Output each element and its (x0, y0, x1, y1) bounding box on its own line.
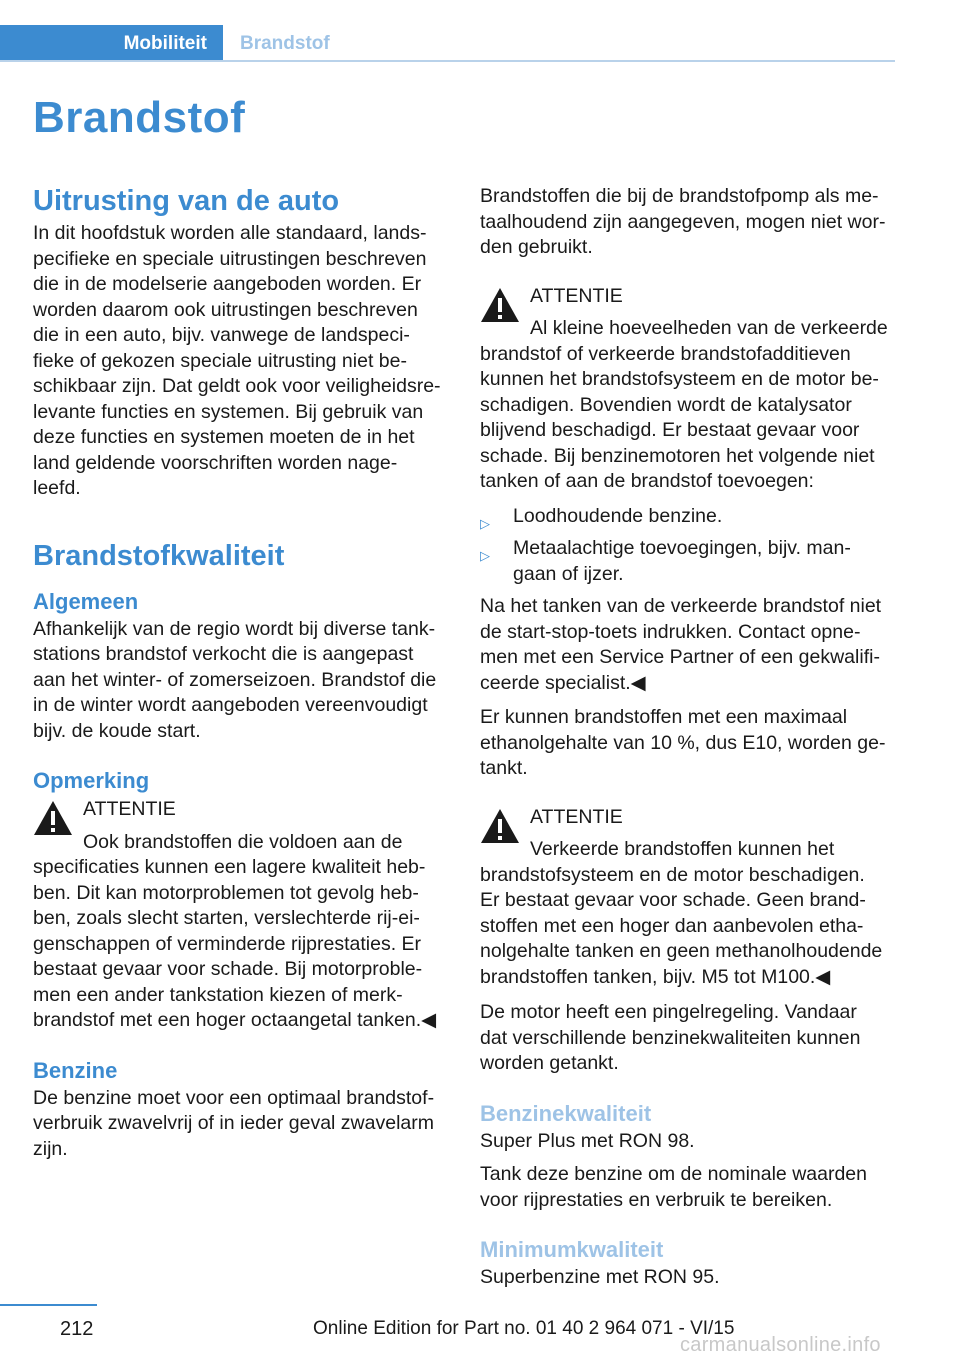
triangle-bullet-icon: ▷ (480, 548, 490, 563)
text-line: bestaat gevaar voor schade. Bij motorproble- (33, 958, 423, 980)
text-minimum: Superbenzine met RON 95. (480, 1266, 720, 1288)
text-tank (480, 1162, 898, 1213)
text-line: dat verschillende benzinekwaliteiten kunnen (480, 1026, 861, 1049)
text-intro (480, 184, 898, 261)
text-line: Ook brandstoffen die voldoen aan de (83, 830, 403, 853)
text-line: tanken of aan de brandstof toevoegen: (480, 470, 814, 492)
text-line: brandstoffen tanken, bijv. M5 tot M100.◀ (480, 965, 831, 988)
text-line: leefd. (33, 477, 81, 499)
text-line: blijvend beschadigd. Er bestaat gevaar voor (480, 419, 860, 441)
text-line: ceerde specialist.◀ (480, 671, 646, 694)
text-superplus: Super Plus met RON 98. (480, 1129, 695, 1152)
text-line: ethanolgehalte van 10 %, dus E10, worden ge- (480, 731, 886, 754)
text-line: den gebruikt. (480, 236, 593, 258)
heading-uitrusting: Uitrusting van de auto (33, 185, 340, 217)
text-line: deze functies en systemen moeten de in het (33, 426, 415, 448)
left-column (33, 182, 451, 1162)
text-line: taalhoudend zijn aangegeven, mogen niet wor- (480, 210, 886, 233)
text-line: die in een auto, bijv. vanwege de landspeci- (33, 324, 410, 346)
warning-text-1 (33, 830, 451, 1034)
warning-title: ATTENTIE (530, 805, 623, 828)
warning-title: ATTENTIE (83, 798, 176, 820)
watermark-text: carmanualsonline.info (680, 1334, 881, 1356)
text-line: Afhankelijk van de regio wordt bij diverse tank- (33, 617, 436, 640)
text-line: aan het winter- of zomerseizoen. Brandstof die (33, 668, 437, 691)
text-line: worden daarom ook uitrustingen beschreven (33, 298, 418, 321)
warning-block-2 (480, 284, 898, 495)
text-line: Na het tanken van de verkeerde brandstof niet (480, 595, 882, 617)
header-tab-brandstof[interactable]: Brandstof (240, 32, 330, 54)
text-line: levante functies en systemen. Bij gebruik van (33, 400, 424, 423)
text-line: specificaties kunnen een lagere kwaliteit heb- (33, 856, 426, 878)
text-line: in de winter wordt aangeboden vereenvoudigt (33, 694, 428, 716)
heading-brandstofkwaliteit: Brandstofkwaliteit (33, 539, 285, 572)
list-item-text (513, 504, 898, 530)
text-line: Verkeerde brandstoffen kunnen het (530, 838, 835, 860)
text-line: Metaalachtige toevoegingen, bijv. man- (513, 537, 851, 559)
text-algemeen (33, 617, 451, 745)
text-line: tankt. (480, 757, 528, 779)
heading-minimumkwaliteit: Minimumkwaliteit (480, 1237, 664, 1262)
right-column (480, 182, 898, 1291)
warning-block-3 (480, 805, 898, 991)
text-line: bijv. de koude start. (33, 719, 201, 742)
warning-triangle-icon (480, 808, 520, 844)
list-item (480, 504, 898, 530)
text-line: brandstof met een hoger octaangetal tanken.◀ (33, 1009, 437, 1031)
text-line: nolgehalte tanken en geen methanolhoudende (480, 940, 883, 962)
text-pingel (480, 1000, 898, 1077)
text-line: gaan of ijzer. (513, 562, 624, 585)
heading-algemeen: Algemeen (33, 588, 139, 614)
text-uitrusting (33, 221, 451, 502)
bullet-list (480, 504, 898, 588)
text-line: worden getankt. (480, 1052, 619, 1074)
page-title: Brandstof (33, 93, 246, 142)
text-line: stoffen met een hoger dan aanbevolen etha- (480, 914, 864, 937)
text-na-tanken (480, 594, 898, 696)
footer-rule (0, 1304, 97, 1306)
text-line: verbruik zwavelvrij of in ieder geval zwavelarm (33, 1112, 434, 1134)
text-line: die in de modelserie aangeboden worden. Er (33, 273, 422, 295)
text-line: De benzine moet voor een optimaal brandstof- (33, 1086, 435, 1109)
text-line: Er bestaat gevaar voor schade. Geen brand- (480, 889, 866, 911)
text-line: de start-stop-toets indrukken. Contact opne- (480, 620, 861, 643)
text-line: ben, zoals slecht starten, verslechterde rij-ei- (33, 907, 420, 929)
heading-benzine: Benzine (33, 1057, 118, 1083)
text-line: Tank deze benzine om de nominale waarden (480, 1163, 868, 1185)
page-header (0, 25, 895, 62)
text-line: voor rijprestaties en verbruik te bereiken. (480, 1188, 833, 1211)
text-line: genschappen of verminderde rijprestaties. Er (33, 932, 422, 955)
text-line: brandstof of verkeerde brandstofadditieven (480, 342, 851, 365)
warning-triangle-icon (480, 287, 520, 323)
text-line: In dit hoofdstuk worden alle standaard, lands- (33, 222, 427, 244)
text-line: De motor heeft een pingelregeling. Vandaar (480, 1001, 857, 1023)
text-line: zijn. (33, 1137, 68, 1160)
text-line: Er kunnen brandstoffen met een maximaal (480, 706, 848, 728)
heading-opmerking: Opmerking (33, 768, 150, 793)
text-ethanol (480, 705, 898, 782)
text-line: ben. Dit kan motorproblemen tot gevolg heb- (33, 881, 419, 904)
warning-triangle-icon (33, 800, 73, 836)
text-line: Brandstoffen die bij de brandstofpomp als me- (480, 185, 879, 207)
warning-title: ATTENTIE (530, 284, 623, 307)
triangle-bullet-icon: ▷ (480, 515, 490, 531)
heading-benzinekwaliteit: Benzinekwaliteit (480, 1100, 652, 1126)
edition-text: Online Edition for Part no. 01 40 2 964 071 - VI/15 (313, 1318, 735, 1339)
text-line: men een ander tankstation kiezen of merk- (33, 983, 403, 1006)
text-line: brandstofsysteem en de motor beschadigen. (480, 863, 865, 886)
header-rule (0, 60, 895, 62)
warning-block-1 (33, 797, 451, 1034)
text-benzine (33, 1086, 451, 1163)
text-line: Al kleine hoeveelheden van de verkeerde (530, 317, 888, 339)
text-line: fieke of gekozen speciale uitrusting niet be- (33, 349, 407, 372)
text-line: stations brandstof verkocht die is aangepast (33, 643, 414, 665)
text-line: schadigen. Bovendien wordt de katalysator (480, 393, 852, 416)
text-line: schade. Bij benzinemotoren het volgende niet (480, 444, 875, 467)
text-line: Loodhoudende benzine. (513, 504, 723, 527)
page-number: 212 (60, 1318, 94, 1340)
warning-text-2 (480, 316, 898, 495)
text-line: kunnen het brandstofsysteem en de motor be- (480, 368, 879, 390)
list-item-text (513, 536, 898, 587)
warning-text-3 (480, 837, 898, 990)
text-line: schikbaar zijn. Dat geldt ook voor veiligheidsre- (33, 375, 441, 397)
text-line: men met een Service Partner of een gekwalifi- (480, 646, 880, 668)
text-line: pecifieke en speciale uitrustingen beschreven (33, 247, 427, 270)
list-item (480, 536, 898, 587)
header-tab-mobiliteit[interactable]: Mobiliteit (0, 25, 223, 62)
text-line: land geldende voorschriften worden nage- (33, 451, 398, 474)
